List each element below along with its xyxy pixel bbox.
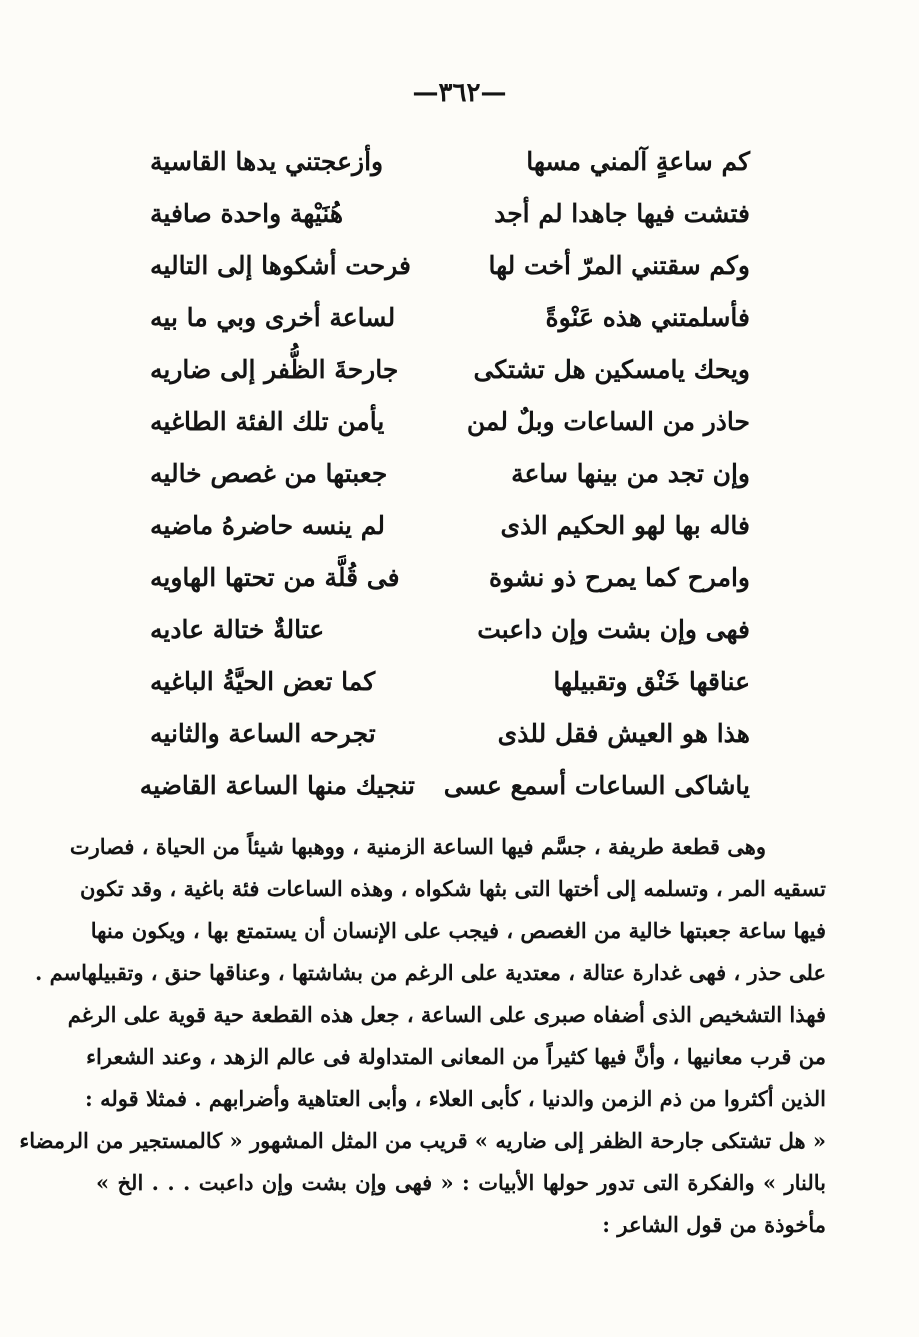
page-number: —٣٦٢— xyxy=(412,78,507,108)
verse-line xyxy=(150,552,750,604)
verse-line xyxy=(150,344,750,396)
prose-commentary xyxy=(19,826,826,1246)
poem xyxy=(139,136,750,812)
verse-line xyxy=(150,500,750,552)
prose-line: تسقيه المر ، وتسلمه إلى أختها التى بثها شكواه ، وهذه الساعات فئة باغية ، وقد تكون xyxy=(80,876,826,901)
verse-line xyxy=(150,188,750,240)
verse-second-hemistich: تجرحه الساعة والثانيه xyxy=(150,719,376,748)
verse-second-hemistich: تنجيك منها الساعة القاضيه xyxy=(139,771,415,800)
verse-first-hemistich: حاذر من الساعات وبلٌ لمن xyxy=(466,407,750,436)
prose-line: على حذر ، فهى غدارة عتالة ، معتدية على الرغم من بشاشتها ، وعناقها حنق ، وتقبيلهاسم . xyxy=(34,960,826,985)
verse-second-hemistich: فى قُلَّة من تحتها الهاويه xyxy=(150,563,400,592)
prose-line: بالنار » والفكرة التى تدور حولها الأبيات : « فهى وإن بشت وإن داعبت . . . الخ » xyxy=(96,1170,826,1195)
verse-second-hemistich: جعبتها من غصص خاليه xyxy=(150,459,388,488)
prose-line: فيها ساعة جعبتها خالية من الغصص ، فيجب على الإنسان أن يستمتع بها ، ويكون منها xyxy=(90,918,826,943)
verse-first-hemistich: عناقها خَنْق وتقبيلها xyxy=(553,667,750,696)
verse-first-hemistich: وكم سقتني المرّ أخت لها xyxy=(488,251,750,280)
verse-line xyxy=(150,292,750,344)
verse-first-hemistich: فاله بها لهو الحكيم الذى xyxy=(500,511,750,540)
verse-line xyxy=(150,448,750,500)
verse-first-hemistich: فتشت فيها جاهدا لم أجد xyxy=(494,199,750,228)
verse-first-hemistich: وامرح كما يمرح ذو نشوة xyxy=(489,563,750,592)
prose-line: فهذا التشخيص الذى أضفاه صبرى على الساعة ، جعل هذه القطعة حية قوية على الرغم xyxy=(67,1002,826,1027)
verse-second-hemistich: كما تعض الحيَّةُ الباغيه xyxy=(150,667,376,696)
verse-first-hemistich: فهى وإن بشت وإن داعبت xyxy=(477,615,750,644)
verse-second-hemistich: وأزعجتني يدها القاسية xyxy=(150,147,384,176)
verse-second-hemistich: فرحت أشكوها إلى التاليه xyxy=(150,251,411,280)
verse-line xyxy=(150,604,750,656)
verse-line xyxy=(150,396,750,448)
verse-line xyxy=(139,760,750,812)
verse-second-hemistich: جارحةَ الظُّفر إلى ضاريه xyxy=(150,355,399,384)
prose-line: « هل تشتكى جارحة الظفر إلى ضاريه » قريب من المثل المشهور « كالمستجير من الرمضاء xyxy=(19,1128,826,1153)
verse-second-hemistich: عتالةٌ ختالة عاديه xyxy=(150,615,325,644)
prose-line: وهى قطعة طريفة ، جسَّم فيها الساعة الزمنية ، ووهبها شيئاً من الحياة ، فصارت xyxy=(69,834,766,859)
verse-first-hemistich: ياشاكى الساعات أسمع عسى xyxy=(443,771,750,800)
prose-line: مأخوذة من قول الشاعر : xyxy=(602,1212,826,1237)
verse-first-hemistich: وإن تجد من بينها ساعة xyxy=(511,459,750,488)
verse-line xyxy=(150,240,750,292)
verse-first-hemistich: فأسلمتني هذه عَنْوةً xyxy=(545,303,750,332)
prose-line: الذين أكثروا من ذم الزمن والدنيا ، كأبى العلاء ، وأبى العتاهية وأضرابهم . فمثلا قوله : xyxy=(85,1086,826,1111)
verse-line xyxy=(150,136,750,188)
verse-second-hemistich: لم ينسه حاضرهُ ماضيه xyxy=(150,511,385,540)
verse-first-hemistich: ويحك يامسكين هل تشتكى xyxy=(473,355,750,384)
verse-line xyxy=(150,656,750,708)
prose-line: من قرب معانيها ، وأنَّ فيها كثيراً من المعانى المتداولة فى عالم الزهد ، وعند الشعراء xyxy=(86,1044,826,1069)
verse-first-hemistich: هذا هو العيش فقل للذى xyxy=(497,719,750,748)
verse-second-hemistich: لساعة أخرى وبي ما بيه xyxy=(150,303,396,332)
verse-line xyxy=(150,708,750,760)
verse-first-hemistich: كم ساعةٍ آلمني مسها xyxy=(526,147,750,176)
verse-second-hemistich: يأمن تلك الفئة الطاغيه xyxy=(150,407,385,436)
verse-second-hemistich: هُنَيْهة واحدة صافية xyxy=(150,199,344,228)
